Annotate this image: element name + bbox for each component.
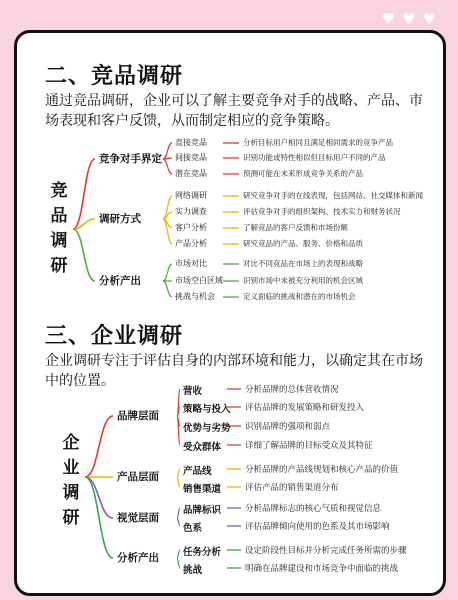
connector-curve <box>177 477 180 487</box>
section1-sub-description: 了解竞品的客户反馈和市场份额 <box>243 223 348 232</box>
section2-sub-description: 设定阶段性目标并分析完成任务所需的步骤 <box>245 546 407 556</box>
section1-sub-label: 市场对比 <box>175 259 207 268</box>
connector-curve <box>177 416 180 445</box>
section2-branch-label: 产品层面 <box>117 471 159 483</box>
vertical-label-char: 企 <box>62 433 80 453</box>
vertical-label-char: 研 <box>50 256 68 276</box>
connector-curve <box>163 159 172 174</box>
connector-curve <box>177 416 180 426</box>
section2-sub-label: 色系 <box>183 523 203 534</box>
section1-sub-description: 研究竞争对手的在线表现，包括网站、社交媒体和新闻 <box>243 191 423 200</box>
vertical-label-char: 品 <box>50 206 68 226</box>
section2-sub-description: 分析品牌标志的核心气质和视觉信息 <box>245 504 382 514</box>
section1-vertical-label <box>49 179 69 279</box>
connector-curve <box>163 212 172 219</box>
vertical-label-char: 调 <box>50 231 68 251</box>
section2-sub-description: 评估品牌的发展策略和研发投入 <box>245 403 365 413</box>
connector-curve <box>163 143 172 159</box>
section1-sub-description: 研究竞品的产品、服务、价格和品质 <box>243 239 363 248</box>
section2-sub-description: 分析品牌的产品线规划和核心产品的价值 <box>245 465 399 475</box>
connector-curve <box>163 219 172 228</box>
section1-branch-label: 分析产出 <box>99 275 141 287</box>
section2-branch-label: 品牌层面 <box>117 410 159 422</box>
connector-curve <box>163 219 172 244</box>
connector-curve <box>163 158 172 159</box>
connector-curve <box>85 477 113 518</box>
section2-sub-label: 销售渠道 <box>183 484 222 495</box>
connector-curve <box>177 558 180 568</box>
content-card <box>14 30 446 596</box>
section2-sub-label: 任务分析 <box>183 547 222 558</box>
vertical-label-char: 调 <box>62 483 80 503</box>
section1-sub-label: 挑战与机会 <box>175 292 215 301</box>
section1-title: 二、竞品调研 <box>45 64 184 89</box>
section2-sub-label: 产品线 <box>183 466 212 477</box>
connector-curve <box>85 416 113 477</box>
section1-sub-label: 市场空白区域 <box>175 276 223 285</box>
connector-curve <box>73 159 95 229</box>
hearts-decoration <box>382 12 436 27</box>
connector-curve <box>73 219 95 229</box>
section2-sub-label: 优势与劣势 <box>183 423 231 434</box>
section1-sub-label: 客户分析 <box>175 223 207 232</box>
section2-sub-description: 详细了解品牌的目标受众及其特征 <box>245 441 373 451</box>
heart-icon: ♥ <box>381 10 396 28</box>
section1-sub-description: 定义面临的挑战和潜在的市场机会 <box>243 292 356 301</box>
section1-sub-description: 评估竞争对手的组织架构、技术实力和财务状况 <box>243 207 401 216</box>
vertical-label-char: 业 <box>62 458 80 478</box>
connector-curve <box>177 518 180 526</box>
connector-curve <box>163 264 172 281</box>
connector-curve <box>163 281 172 297</box>
section1-sub-label: 实力调查 <box>175 207 207 216</box>
connector-curve <box>177 407 180 416</box>
section2-sub-label: 品牌标识 <box>183 505 222 516</box>
section1-sub-label: 网络调研 <box>175 191 207 200</box>
section1-sub-label: 产品分析 <box>175 239 207 248</box>
heart-icon: ♥ <box>402 10 416 28</box>
connector-curve <box>177 469 180 477</box>
section1-sub-description: 分析目标用户相同且满足相同需求的竞争产品 <box>243 138 393 147</box>
section2-title: 三、企业调研 <box>45 324 184 349</box>
section1-branch-label: 竞争对手界定 <box>99 153 162 165</box>
section2-sub-label: 策略与投入 <box>183 404 231 415</box>
section1-sub-description: 识别市场中未被充分利用的机会区域 <box>243 276 363 285</box>
connector-curve <box>163 196 172 219</box>
connector-curve <box>177 550 180 558</box>
section2-sub-label: 营收 <box>183 386 203 397</box>
connector-curve <box>73 229 95 281</box>
section1-branch-label: 调研方式 <box>99 213 141 225</box>
section2-sub-label: 挑战 <box>183 565 203 576</box>
section1-sub-label: 潜在竞品 <box>175 169 207 178</box>
connector-curve <box>177 508 180 518</box>
section1-description: 通过竞品调研，企业可以了解主要竞争对手的战略、产品、市场表现和客户反馈，从而制定相应的竞争策略。 <box>45 93 423 129</box>
section2-sub-description: 明确在品牌建设和市场竞争中面临的挑战 <box>245 564 399 574</box>
section2-branch-label: 视觉层面 <box>117 512 159 524</box>
section2-sub-label: 受众群体 <box>183 442 222 453</box>
section2-sub-description: 分析品牌的总体营收情况 <box>245 385 339 395</box>
section2-sub-description: 评估产品的销售渠道分布 <box>245 483 339 493</box>
section2-description: 企业调研专注于评估自身的内部环境和能力，以确定其在市场中的位置。 <box>45 353 423 389</box>
section1-sub-description: 识别功能或特性相似但目标用户不同的产品 <box>243 153 386 162</box>
section1-sub-description: 对比不同竞品在市场上的表现和战略 <box>243 259 363 268</box>
section2-sub-description: 评估品牌倾向使用的色系及其市场影响 <box>245 522 390 532</box>
section2-branch-label: 分析产出 <box>117 552 159 564</box>
section1-sub-description: 预测可能在未来形成竞争关系的产品 <box>243 169 363 178</box>
section1-sub-label: 间接竞品 <box>175 153 207 162</box>
vertical-label-char: 研 <box>62 508 80 528</box>
connector-curve <box>85 477 113 558</box>
vertical-label-char: 竞 <box>50 181 68 201</box>
connector-curve <box>177 389 180 416</box>
section2-sub-description: 识别品牌的强项和弱点 <box>245 422 331 432</box>
section1-sub-label: 直接竞品 <box>175 138 207 147</box>
heart-icon: ♥ <box>422 10 436 28</box>
section2-vertical-label <box>61 431 81 531</box>
